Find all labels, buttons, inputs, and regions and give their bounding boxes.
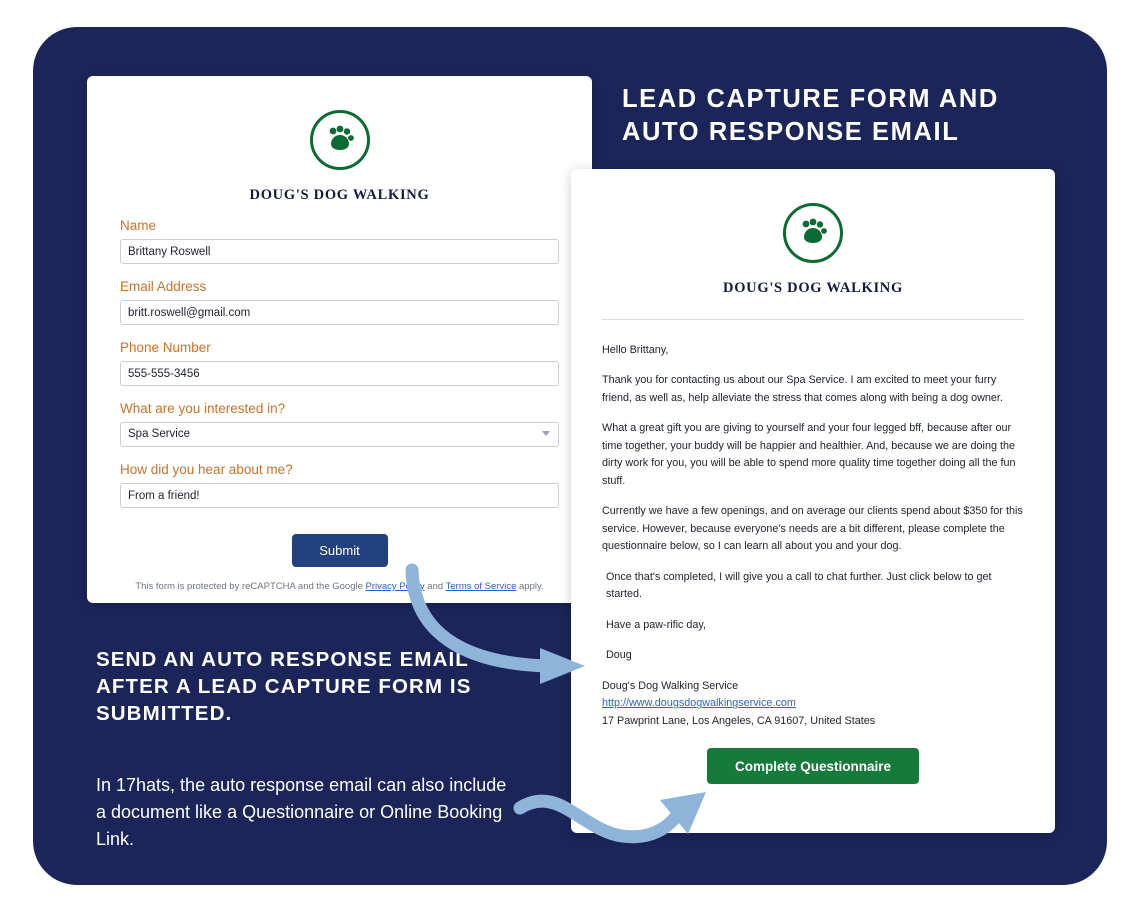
interest-select-wrapper[interactable]	[120, 422, 559, 447]
email-paragraph-4: Once that's completed, I will give you a call to chat further. Just click below to get started.	[606, 570, 992, 601]
form-brand-block	[87, 76, 592, 204]
email-brand-name: DOUG'S DOG WALKING	[723, 280, 903, 296]
promo-heading: SEND AN AUTO RESPONSE EMAIL AFTER A LEAD CAPTURE FORM IS SUBMITTED.	[96, 648, 472, 725]
email-brand-block	[571, 169, 1055, 297]
auto-response-email-card	[571, 169, 1055, 833]
field-label-referral: How did you hear about me?	[120, 462, 293, 477]
email-paragraph-1: Thank you for contacting us about our Spa Service. I am excited to meet your furry friend, as well as, help alleviate the stress that comes along with being a dog owner.	[602, 374, 1003, 404]
email-paragraph-2: What a great gift you are giving to yourself and your four legged bff, because after our time together, your buddy will be happier and healthier. And, because we are doing the dirty work for you, you will be able to spend more quality time together doing all the fun stuff.	[602, 422, 1016, 487]
interest-select[interactable]: Spa Service	[120, 422, 559, 447]
paw-print-icon	[310, 110, 370, 170]
recaptcha-suffix: apply.	[516, 581, 544, 592]
recaptcha-disclaimer	[120, 581, 559, 592]
email-input[interactable]	[120, 300, 559, 325]
name-input[interactable]	[120, 239, 559, 264]
chevron-down-icon	[542, 431, 550, 436]
email-signature-block	[602, 678, 1024, 730]
email-paragraph-3: Currently we have a few openings, and on average our clients spend about $350 for this service. However, because everyone's needs are a bit different, please complete the questionnaire below, so I can learn all about you and your dog.	[602, 505, 1023, 553]
lead-capture-form-card	[87, 76, 592, 603]
complete-questionnaire-button[interactable]: Complete Questionnaire	[707, 748, 919, 784]
signature-website-link[interactable]: http://www.dougsdogwalkingservice.com	[602, 697, 796, 710]
referral-input[interactable]	[120, 483, 559, 508]
terms-of-service-link[interactable]: Terms of Service	[445, 581, 517, 592]
paw-print-icon	[783, 203, 843, 263]
form-fields	[87, 218, 592, 592]
phone-input[interactable]	[120, 361, 559, 386]
field-label-interest: What are you interested in?	[120, 401, 286, 416]
submit-button[interactable]: Submit	[292, 534, 388, 567]
cta-row	[602, 748, 1024, 784]
field-label-name: Name	[120, 218, 157, 233]
signature-address: 17 Pawprint Lane, Los Angeles, CA 91607, United States	[602, 714, 876, 727]
email-body	[571, 342, 1055, 784]
email-closing: Have a paw-rific day,	[606, 618, 707, 631]
email-greeting: Hello Brittany,	[602, 344, 669, 356]
field-label-phone: Phone Number	[120, 340, 211, 355]
page-title: LEAD CAPTURE FORM AND AUTO RESPONSE EMAIL	[622, 85, 999, 147]
recaptcha-and: and	[424, 581, 446, 592]
privacy-policy-link[interactable]: Privacy Policy	[365, 581, 425, 592]
brand-name: DOUG'S DOG WALKING	[249, 187, 430, 203]
promo-subtext: In 17hats, the auto response email can also include a document like a Questionnaire or Online Booking Link.	[96, 775, 507, 849]
email-signer: Doug	[606, 649, 632, 662]
email-divider	[602, 319, 1024, 320]
signature-company: Doug's Dog Walking Service	[602, 679, 739, 692]
recaptcha-prefix: This form is protected by reCAPTCHA and the Google	[135, 581, 366, 592]
field-label-email: Email Address	[120, 279, 207, 294]
submit-row	[120, 534, 559, 567]
